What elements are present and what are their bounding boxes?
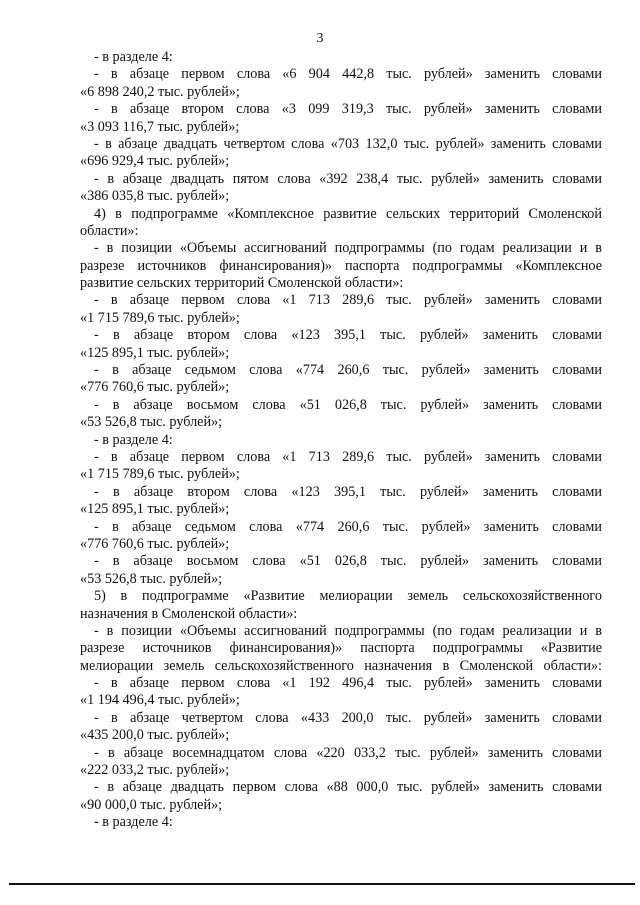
text-line: области»:	[80, 222, 139, 239]
text-line: «776 760,6 тыс. рублей»;	[80, 379, 230, 396]
text-line: «1 194 496,4 тыс. рублей»;	[80, 692, 240, 709]
text-line: - в абзаце втором слова «3 099 319,3 тыс. рублей» заменить словами	[94, 101, 602, 118]
text-line: мелиорации земель сельскохозяйственного назначения в Смоленской области»:	[80, 657, 602, 674]
text-line: - в абзаце седьмом слова «774 260,6 тыс. рублей» заменить словами	[94, 362, 602, 379]
text-line: - в абзаце восемнадцатом слова «220 033,2 тыс. рублей» заменить словами	[94, 744, 602, 761]
text-line: 5) в подпрограмме «Развитие мелиорации земель сельскохозяйственного	[94, 588, 602, 605]
document-body	[80, 49, 602, 832]
text-line: «53 526,8 тыс. рублей»;	[80, 414, 223, 431]
text-line: «222 033,2 тыс. рублей»;	[80, 762, 230, 779]
page-number: 3	[316, 31, 324, 46]
text-line: разрезе источников финансирования)» паспорта подпрограммы «Комплексное	[80, 257, 602, 274]
text-line: - в абзаце седьмом слова «774 260,6 тыс. рублей» заменить словами	[94, 518, 602, 535]
text-line: «125 895,1 тыс. рублей»;	[80, 344, 230, 361]
text-line: «1 715 789,6 тыс. рублей»;	[80, 309, 240, 326]
text-line: - в разделе 4:	[94, 814, 173, 831]
text-line: «386 035,8 тыс. рублей»;	[80, 188, 230, 205]
text-line: - в позиции «Объемы ассигнований подпрограммы (по годам реализации и в	[94, 622, 602, 639]
text-line: - в абзаце двадцать первом слова «88 000,0 тыс. рублей» заменить словами	[94, 779, 602, 796]
text-line: - в абзаце четвертом слова «433 200,0 тыс. рублей» заменить словами	[94, 709, 602, 726]
text-line: «53 526,8 тыс. рублей»;	[80, 570, 223, 587]
text-line: «90 000,0 тыс. рублей»;	[80, 796, 223, 813]
text-line: - в разделе 4:	[94, 431, 173, 448]
text-line: - в абзаце втором слова «123 395,1 тыс. рублей» заменить словами	[94, 483, 602, 500]
text-line: «696 929,4 тыс. рублей»;	[80, 153, 230, 170]
text-line: - в абзаце двадцать пятом слова «392 238,4 тыс. рублей» заменить словами	[94, 170, 602, 187]
text-line: назначения в Смоленской области»:	[80, 605, 298, 622]
text-line: - в абзаце двадцать четвертом слова «703 132,0 тыс. рублей» заменить словами	[94, 135, 602, 152]
text-line: - в абзаце первом слова «1 713 289,6 тыс. рублей» заменить словами	[94, 448, 602, 465]
bottom-rule	[9, 883, 635, 885]
text-line: «776 760,6 тыс. рублей»;	[80, 535, 230, 552]
text-line: - в абзаце первом слова «6 904 442,8 тыс. рублей» заменить словами	[94, 66, 602, 83]
text-line: - в абзаце восьмом слова «51 026,8 тыс. рублей» заменить словами	[94, 396, 602, 413]
text-line: разрезе источников финансирования)» паспорта подпрограммы «Развитие	[80, 640, 602, 657]
text-line: развитие сельских территорий Смоленской области»:	[80, 275, 404, 292]
text-line: - в абзаце первом слова «1 192 496,4 тыс. рублей» заменить словами	[94, 675, 602, 692]
text-line: - в абзаце первом слова «1 713 289,6 тыс. рублей» заменить словами	[94, 292, 602, 309]
text-line: - в разделе 4:	[94, 49, 173, 65]
text-line: - в позиции «Объемы ассигнований подпрограммы (по годам реализации и в	[94, 240, 602, 257]
text-line: «435 200,0 тыс. рублей»;	[80, 727, 230, 744]
text-line: 4) в подпрограмме «Комплексное развитие сельских территорий Смоленской	[94, 205, 602, 222]
text-line: - в абзаце восьмом слова «51 026,8 тыс. рублей» заменить словами	[94, 553, 602, 570]
text-line: «3 093 116,7 тыс. рублей»;	[80, 118, 240, 135]
text-line: «125 895,1 тыс. рублей»;	[80, 501, 230, 518]
text-line: «1 715 789,6 тыс. рублей»;	[80, 466, 240, 483]
text-line: «6 898 240,2 тыс. рублей»;	[80, 83, 240, 100]
text-line: - в абзаце втором слова «123 395,1 тыс. рублей» заменить словами	[94, 327, 602, 344]
